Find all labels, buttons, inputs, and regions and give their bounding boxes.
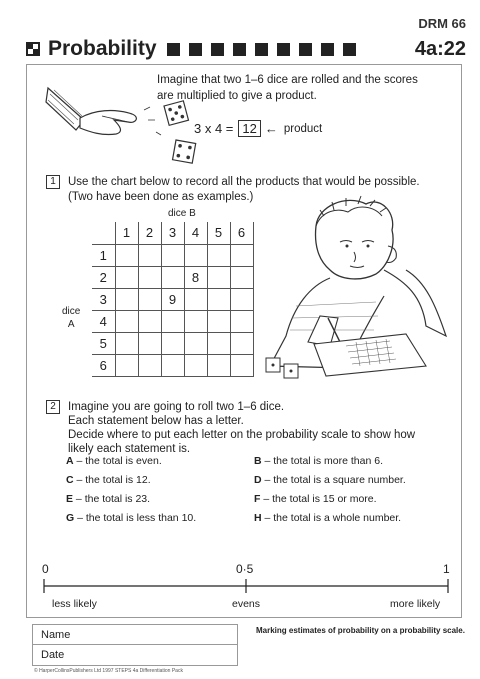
left-arrow-icon: ← (264, 121, 278, 136)
name-date-box (32, 624, 238, 666)
date-field[interactable]: Date (41, 649, 65, 661)
grid-col-header: 6 (230, 222, 253, 244)
grid-cell[interactable] (138, 266, 161, 288)
grid-cell[interactable] (230, 244, 253, 266)
grid-cell[interactable] (207, 332, 230, 354)
grid-cell[interactable] (161, 310, 184, 332)
product-result-box: 12 (238, 120, 260, 137)
grid-cell[interactable] (115, 266, 138, 288)
scale-half-label: 0·5 (236, 562, 254, 576)
intro-line-2: are multiplied to give a product. (157, 90, 317, 102)
statement-g: G – the total is less than 10. (66, 512, 197, 524)
product-chart-grid (92, 222, 254, 377)
grid-col-header: 4 (184, 222, 207, 244)
evens-label: evens (232, 598, 261, 610)
more-likely-label: more likely (390, 598, 441, 610)
question-1-number: 1 (46, 175, 60, 189)
grid-cell[interactable] (115, 244, 138, 266)
grid-cell[interactable]: 9 (161, 288, 184, 310)
grid-cell[interactable] (207, 244, 230, 266)
grid-cell[interactable] (115, 288, 138, 310)
scale-zero-label: 0 (42, 562, 49, 576)
grid-cell[interactable] (230, 332, 253, 354)
logo-icon (26, 42, 40, 56)
title-bar (26, 38, 466, 60)
grid-corner (92, 222, 115, 244)
grid-col-header: 2 (138, 222, 161, 244)
question-2-line-3: Decide where to put each letter on the probability scale to show how (68, 429, 416, 441)
grid-cell[interactable] (207, 266, 230, 288)
question-2 (46, 400, 456, 456)
grid-cell[interactable] (184, 288, 207, 310)
dice-b-label: dice B (168, 208, 196, 219)
grid-cell[interactable] (115, 332, 138, 354)
grid-cell[interactable] (115, 310, 138, 332)
statement-h: H – the total is a whole number. (254, 512, 402, 524)
grid-cell[interactable]: 8 (184, 266, 207, 288)
less-likely-label: less likely (52, 598, 97, 610)
grid-col-header: 5 (207, 222, 230, 244)
dice-a-label: dice A (62, 306, 81, 330)
scale-one-label: 1 (443, 562, 450, 576)
grid-row-header: 3 (92, 288, 115, 310)
grid-cell[interactable] (230, 310, 253, 332)
grid-cell[interactable] (138, 288, 161, 310)
grid-cell[interactable] (161, 354, 184, 376)
grid-row-header: 5 (92, 332, 115, 354)
grid-cell[interactable] (138, 244, 161, 266)
grid-col-header: 1 (115, 222, 138, 244)
grid-col-header: 3 (161, 222, 184, 244)
probability-scale[interactable] (40, 560, 452, 620)
question-2-line-4: likely each statement is. (68, 443, 191, 455)
page-title: Probability (48, 37, 157, 60)
question-2-number: 2 (46, 400, 60, 414)
grid-cell[interactable] (184, 332, 207, 354)
statement-e: E – the total is 23. (66, 493, 151, 505)
product-example (194, 120, 322, 137)
grid-cell[interactable] (161, 332, 184, 354)
question-1-line-2: (Two have been done as examples.) (68, 191, 254, 203)
grid-row-header: 4 (92, 310, 115, 332)
statement-f: F – the total is 15 or more. (254, 493, 377, 505)
grid-cell[interactable] (207, 310, 230, 332)
learning-objective-note: Marking estimates of probability on a probability scale. (256, 626, 465, 635)
grid-cell[interactable] (138, 332, 161, 354)
equation-text: 3 x 4 = (194, 121, 234, 136)
grid-cell[interactable] (184, 244, 207, 266)
grid-row-header: 2 (92, 266, 115, 288)
statement-d: D – the total is a square number. (254, 474, 406, 486)
grid-cell[interactable] (207, 288, 230, 310)
grid-cell[interactable] (161, 266, 184, 288)
statement-list (66, 455, 466, 524)
worksheet-number: 4a:22 (414, 37, 466, 60)
name-field[interactable]: Name (33, 625, 237, 645)
decorative-blocks (167, 43, 356, 56)
intro-line-1: Imagine that two 1–6 dice are rolled and the scores (157, 74, 418, 86)
question-2-line-2: Each statement below has a letter. (68, 415, 244, 427)
hand-rolling-dice-illustration (44, 80, 204, 170)
grid-cell[interactable] (230, 266, 253, 288)
product-label: product (283, 122, 323, 135)
grid-cell[interactable] (161, 244, 184, 266)
grid-cell[interactable] (230, 288, 253, 310)
grid-cell[interactable] (184, 354, 207, 376)
statement-c: C – the total is 12. (66, 474, 151, 486)
grid-cell[interactable] (207, 354, 230, 376)
statement-a: A – the total is even. (66, 455, 162, 467)
sheet-code: DRM 66 (418, 16, 466, 31)
question-1-line-1: Use the chart below to record all the products that would be possible. (68, 176, 420, 188)
grid-cell[interactable] (230, 354, 253, 376)
grid-cell[interactable] (184, 310, 207, 332)
grid-cell[interactable] (138, 310, 161, 332)
copyright-text: © HarperCollinsPublishers Ltd 1997 STEPS 4a Differentiation Pack (34, 668, 183, 674)
statement-b: B – the total is more than 6. (254, 455, 383, 467)
boy-thinking-illustration (256, 186, 456, 386)
grid-cell[interactable] (138, 354, 161, 376)
grid-row-header: 6 (92, 354, 115, 376)
question-2-line-1: Imagine you are going to roll two 1–6 dice. (68, 401, 285, 413)
grid-row-header: 1 (92, 244, 115, 266)
grid-cell[interactable] (115, 354, 138, 376)
